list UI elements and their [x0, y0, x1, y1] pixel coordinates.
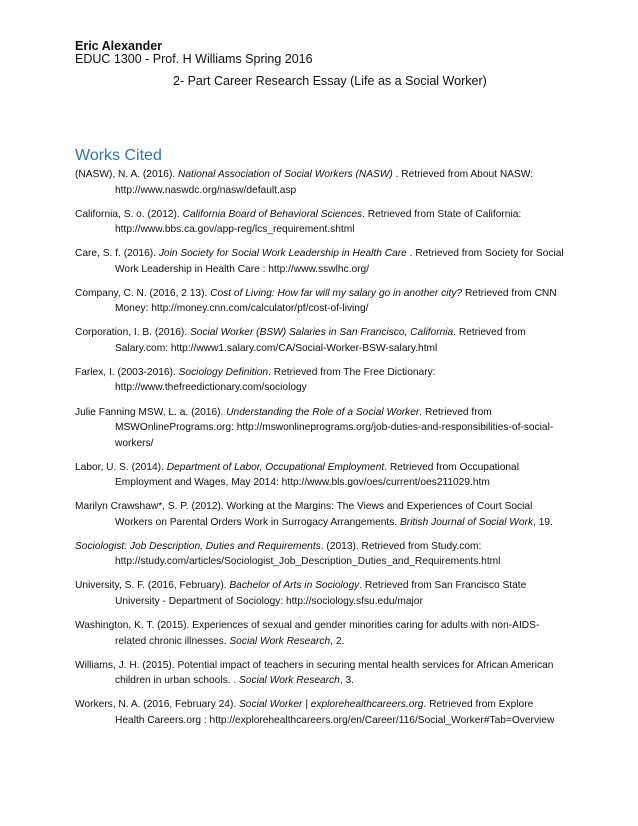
reference-text: . Retrieved from Explore Health Careers.org : http://explorehealthcareers.org/en/Career/116/Social_Worker#Tab=Overview [115, 699, 555, 726]
reference-title: Join Society for Social Work Leadership in Health Care [158, 248, 407, 260]
reference-entry [75, 167, 565, 198]
reference-title: Department of Labor, Occupational Employment [166, 461, 385, 473]
reference-text: . Retrieved from Salary.com: http://www1.salary.com/CA/Social-Worker-BSW-salary.html [115, 327, 529, 354]
reference-title: Understanding the Role of a Social Worker [226, 406, 420, 418]
reference-title: National Association of Social Workers (NASW) [178, 169, 393, 180]
reference-text: Corporation, I. B. (2016). [75, 327, 190, 339]
reference-title: Sociologist: Job Description, Duties and Requirements [75, 540, 321, 552]
reference-text: . Retrieved from About NASW: http://www.naswdc.org/nasw/default.asp [115, 169, 536, 196]
reference-text: , 3. [339, 675, 354, 687]
reference-entry [75, 286, 565, 317]
author-name: Eric Alexander [75, 39, 163, 53]
reference-entry [75, 246, 565, 277]
reference-text: . Retrieved from The Free Dictionary: http://www.thefreedictionary.com/sociology [115, 366, 439, 394]
reference-text: Marilyn Crawshaw*, S. P. (2012). Working at the Margins: The Views and Experiences of Court Social Workers on Parental Orders Work in Surrogacy Arrangements. [75, 501, 536, 528]
reference-entry [75, 325, 565, 356]
course-info: EDUC 1300 - Prof. H Williams Spring 2016 [75, 52, 313, 66]
reference-text: Care, S. f. (2016). [75, 248, 159, 260]
reference-entry [75, 405, 565, 452]
reference-entry [75, 618, 565, 649]
reference-entry [75, 697, 565, 728]
reference-entry [75, 578, 565, 609]
works-cited-heading: Works Cited [75, 147, 162, 164]
works-cited-list [75, 167, 565, 728]
reference-text: . Retrieved from State of California: http://www.bbs.ca.gov/app-reg/lcs_requirement.shtml [115, 208, 525, 236]
reference-text: California, S. o. (2012). [75, 208, 183, 220]
reference-title: Bachelor of Arts in Sociology [229, 580, 360, 592]
reference-text: Washington, K. T. (2015). Experiences of sexual and gender minorities caring for adults with non-AIDS-related chronic illnesses. [75, 620, 540, 647]
reference-text: , 2. [330, 635, 345, 647]
reference-title: Social Worker | explorehealthcareers.org [239, 699, 424, 711]
reference-title: Social Work Research [239, 675, 340, 687]
reference-text: Workers, N. A. (2016, February 24). [75, 699, 240, 711]
reference-text: Williams, J. H. (2015). Potential impact of teachers in securing mental health services for African American children in urban schools. . [75, 659, 557, 687]
reference-title: Sociology Definition [178, 366, 269, 378]
reference-text: Julie Fanning MSW, L. a. (2016). [75, 406, 227, 418]
reference-text: University, S. F. (2016, February). [75, 580, 230, 592]
reference-text: . Retrieved from Occupational Employment and Wages, May 2014: http://www.bls.gov/oes/current/oes211029.htm [115, 461, 522, 489]
reference-title: California Board of Behavioral Sciences [182, 208, 363, 220]
reference-text: . (2013). Retrieved from Study.com: http://study.com/articles/Sociologist_Job_Description_Duties_and_Requirements.html [115, 540, 501, 568]
reference-entry [75, 207, 565, 238]
reference-title: Cost of Living: How far will my salary go in another city? [210, 287, 463, 299]
reference-title: Social Worker (BSW) Salaries in San Francisco, California [189, 327, 454, 339]
reference-entry [75, 365, 565, 396]
essay-title: 2- Part Career Research Essay (Life as a Social Worker) [173, 74, 487, 88]
reference-entry [75, 460, 565, 491]
reference-title: Social Work Research [229, 635, 331, 647]
reference-entry [75, 658, 565, 689]
reference-text: . Retrieved from MSWOnlinePrograms.org: http://mswonlineprograms.org/job-duties-and-responsibilities-of-social-workers/ [115, 406, 554, 449]
reference-text: Company, C. N. (2016, 2 13). [75, 287, 211, 299]
reference-text: Retrieved from CNN Money: http://money.cnn.com/calculator/pf/cost-of-living/ [115, 287, 560, 315]
reference-entry [75, 539, 565, 570]
reference-text: . Retrieved from San Francisco State University - Department of Sociology: http://sociology.sfsu.edu/major [115, 580, 530, 607]
reference-text: (NASW), N. A. (2016). [75, 169, 179, 180]
reference-text: Farlex, I. (2003-2016). [75, 366, 179, 378]
reference-text: , 19. [533, 516, 553, 528]
reference-text: . Retrieved from Society for Social Work Leadership in Health Care : http://www.sswlhc.org/ [115, 248, 567, 275]
reference-entry [75, 499, 565, 530]
reference-title: British Journal of Social Work [400, 516, 534, 528]
reference-text: Labor, U. S. (2014). [75, 461, 167, 473]
